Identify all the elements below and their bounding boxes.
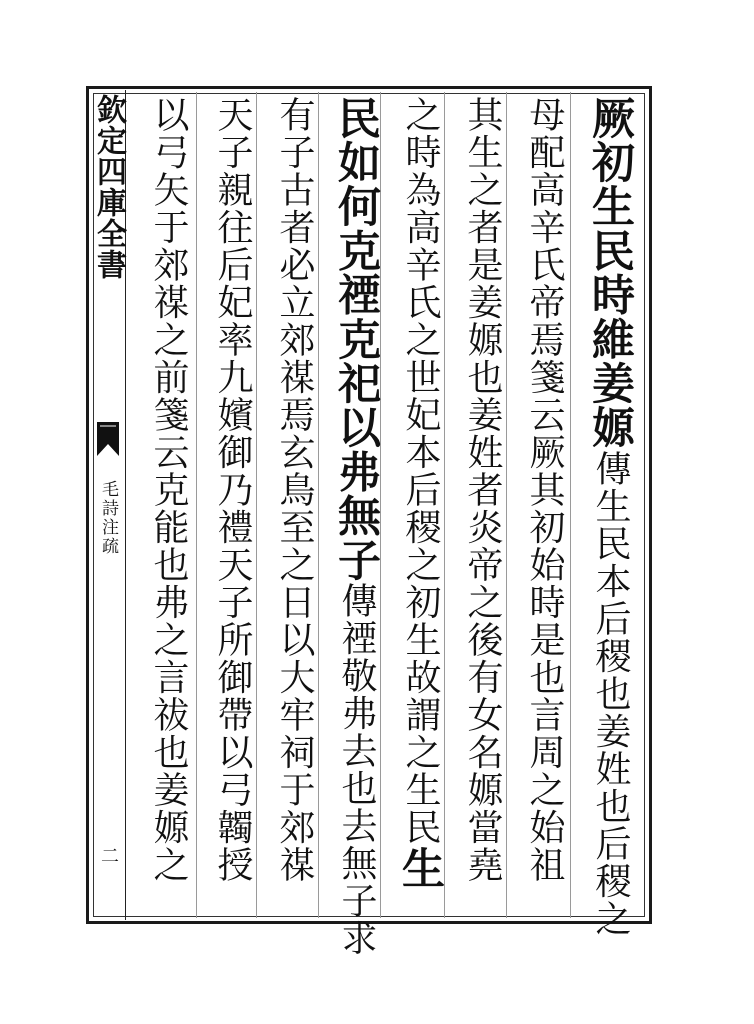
text-column-4 bbox=[390, 96, 450, 916]
commentary-text: 之時為高辛氏之世妃本后稷之初生故謂之生民 bbox=[400, 96, 441, 846]
main-text: 厥初生民時維姜嫄 bbox=[585, 96, 635, 450]
commentary-text: 有子古者必立郊禖焉玄鳥至之日以大牢祠于郊禖 bbox=[274, 96, 315, 884]
text-column-5 bbox=[326, 96, 386, 958]
main-text: 生 bbox=[395, 846, 445, 891]
text-column-7 bbox=[202, 96, 262, 916]
margin-banner bbox=[90, 90, 126, 920]
commentary-text: 其生之者是姜嫄也姜姓者炎帝之後有女名嫄當堯 bbox=[462, 96, 503, 884]
text-column-6 bbox=[264, 96, 324, 916]
text-column-8 bbox=[138, 96, 198, 916]
text-column-2 bbox=[514, 96, 574, 916]
page-number: 二 bbox=[98, 846, 119, 864]
fishtail-mark-icon bbox=[96, 420, 120, 458]
text-column-1 bbox=[580, 96, 640, 938]
collection-title: 欽定四庫全書 bbox=[91, 94, 126, 280]
commentary-text: 傳禋敬弗去也去無子求 bbox=[336, 582, 377, 958]
commentary-text: 以弓矢于郊禖之前箋云克能也弗之言祓也姜嫄之 bbox=[148, 96, 189, 884]
commentary-text: 母配高辛氏帝焉箋云厥其初始時是也言周之始祖 bbox=[524, 96, 565, 884]
commentary-text: 天子親往后妃率九嬪御乃禮天子所御帶以弓韣授 bbox=[212, 96, 253, 884]
text-column-3 bbox=[452, 96, 512, 916]
main-text: 民如何克禋克祀以弗無子 bbox=[331, 96, 381, 583]
commentary-text: 傳生民本后稷也姜姓也后稷之 bbox=[590, 449, 631, 938]
book-title: 毛詩注疏 bbox=[98, 480, 118, 556]
